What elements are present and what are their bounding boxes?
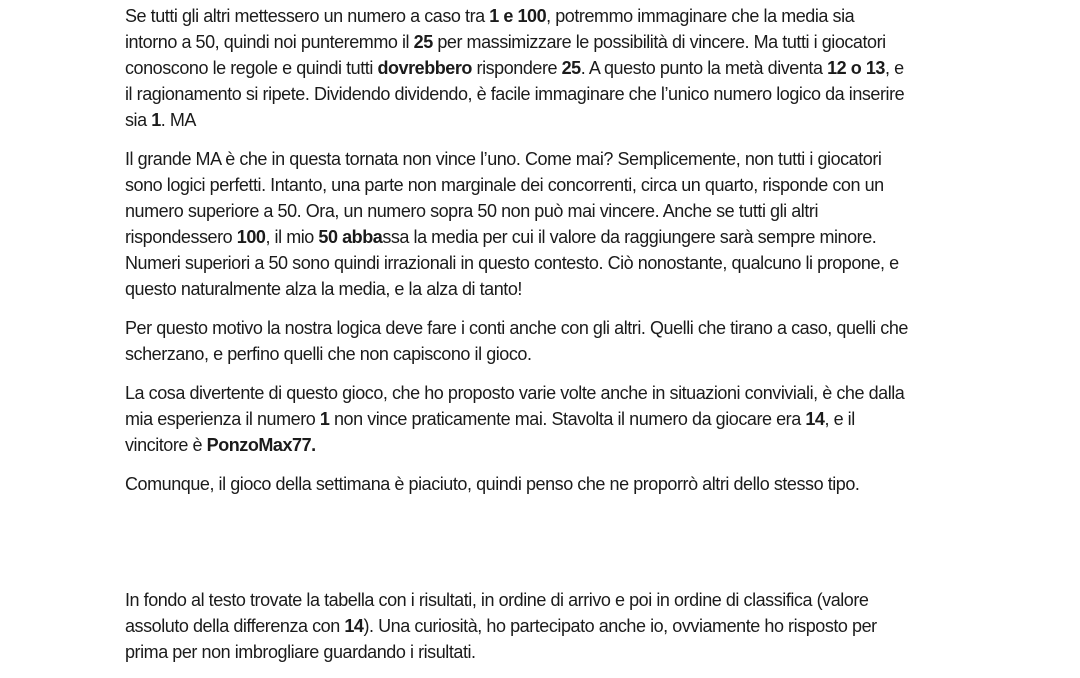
text-run: 100 xyxy=(236,227,266,247)
text-run: 12 o 13 xyxy=(827,58,885,78)
text-run: 50 abba xyxy=(318,227,383,247)
text-run: ). Una curiosità, ho partecipato anche io, ovviamente ho risposto per xyxy=(363,616,877,636)
text-run: 25 xyxy=(561,58,581,78)
text-line xyxy=(125,55,965,81)
text-line xyxy=(125,224,965,250)
text-run: sono logici perfetti. Intanto, una parte non marginale dei concorrenti, circa un quarto, risponde con un xyxy=(125,175,884,195)
text-line xyxy=(125,471,965,497)
text-run: numero superiore a 50. Ora, un numero sopra 50 non può mai vincere. Anche se tutti gli altri xyxy=(125,201,819,221)
text-run: prima per non imbrogliare guardando i risultati. xyxy=(125,642,476,662)
text-run: Numeri superiori a 50 sono quindi irrazionali in questo contesto. Ciò nonostante, qualcuno li propone, e xyxy=(125,253,899,273)
blank-space xyxy=(125,510,965,587)
text-run: , e il xyxy=(824,409,855,429)
text-run: In fondo al testo trovate la tabella con i risultati, in ordine di arrivo e poi in ordine di classifica (valore xyxy=(125,590,869,610)
paragraph-2 xyxy=(125,146,965,302)
text-run: La cosa divertente di questo gioco, che ho proposto varie volte anche in situazioni conviviali, è che dalla xyxy=(125,383,905,403)
text-run: ssa la media per cui il valore da raggiungere sarà sempre minore. xyxy=(382,227,877,247)
text-line xyxy=(125,29,965,55)
text-line xyxy=(125,315,965,341)
text-run: dovrebbero xyxy=(377,58,472,78)
text-line xyxy=(125,341,965,367)
text-line xyxy=(125,432,965,458)
paragraph-4 xyxy=(125,380,965,458)
text-line xyxy=(125,107,965,133)
text-run: conoscono le regole e quindi tutti xyxy=(125,58,378,78)
text-line xyxy=(125,146,965,172)
text-run: 1 xyxy=(319,409,330,429)
text-run: 14 xyxy=(344,616,364,636)
text-line xyxy=(125,276,965,302)
text-run: PonzoMax77. xyxy=(206,435,316,455)
text-line xyxy=(125,198,965,224)
document-page xyxy=(125,3,965,678)
text-run: . MA xyxy=(160,110,196,130)
text-run: rispondere xyxy=(471,58,562,78)
text-run: intorno a 50, quindi noi punteremmo il xyxy=(125,32,414,52)
paragraph-7 xyxy=(125,587,965,665)
text-run: , potremmo immaginare che la media sia xyxy=(546,6,855,26)
text-line xyxy=(125,81,965,107)
text-run: il ragionamento si ripete. Dividendo dividendo, è facile immaginare che l’unico numero logico da inserire xyxy=(125,84,905,104)
text-run: Comunque, il gioco della settimana è piaciuto, quindi penso che ne proporrò altri dello stesso tipo. xyxy=(125,474,860,494)
text-run: Per questo motivo la nostra logica deve fare i conti anche con gli altri. Quelli che tirano a caso, quelli che xyxy=(125,318,908,338)
text-line xyxy=(125,250,965,276)
text-run: assoluto della differenza con xyxy=(125,616,345,636)
text-run: 1 e 100 xyxy=(489,6,547,26)
text-run: , e xyxy=(884,58,904,78)
text-run: rispondessero xyxy=(125,227,237,247)
text-line xyxy=(125,613,965,639)
text-run: vincitore è xyxy=(125,435,207,455)
paragraph-1 xyxy=(125,3,965,133)
text-line xyxy=(125,3,965,29)
text-run: sia xyxy=(125,110,152,130)
text-run: scherzano, e perfino quelli che non capiscono il gioco. xyxy=(125,344,532,364)
paragraph-5 xyxy=(125,471,965,497)
text-run: 25 xyxy=(413,32,433,52)
text-line xyxy=(125,406,965,432)
paragraph-3 xyxy=(125,315,965,367)
text-line xyxy=(125,587,965,613)
text-run: 14 xyxy=(805,409,825,429)
text-run: Se tutti gli altri mettessero un numero a caso tra xyxy=(125,6,490,26)
text-run: . A questo punto la metà diventa xyxy=(580,58,828,78)
text-run: Il grande MA è che in questa tornata non vince l’uno. Come mai? Semplicemente, non tutti i giocatori xyxy=(125,149,882,169)
text-run: , il mio xyxy=(265,227,319,247)
text-run: mia esperienza il numero xyxy=(125,409,320,429)
text-run: questo naturalmente alza la media, e la alza di tanto! xyxy=(125,279,522,299)
text-run: non vince praticamente mai. Stavolta il numero da giocare era xyxy=(329,409,806,429)
text-line xyxy=(125,172,965,198)
text-run: 1 xyxy=(151,110,161,130)
text-line xyxy=(125,380,965,406)
text-run: per massimizzare le possibilità di vincere. Ma tutti i giocatori xyxy=(432,32,886,52)
text-line xyxy=(125,639,965,665)
